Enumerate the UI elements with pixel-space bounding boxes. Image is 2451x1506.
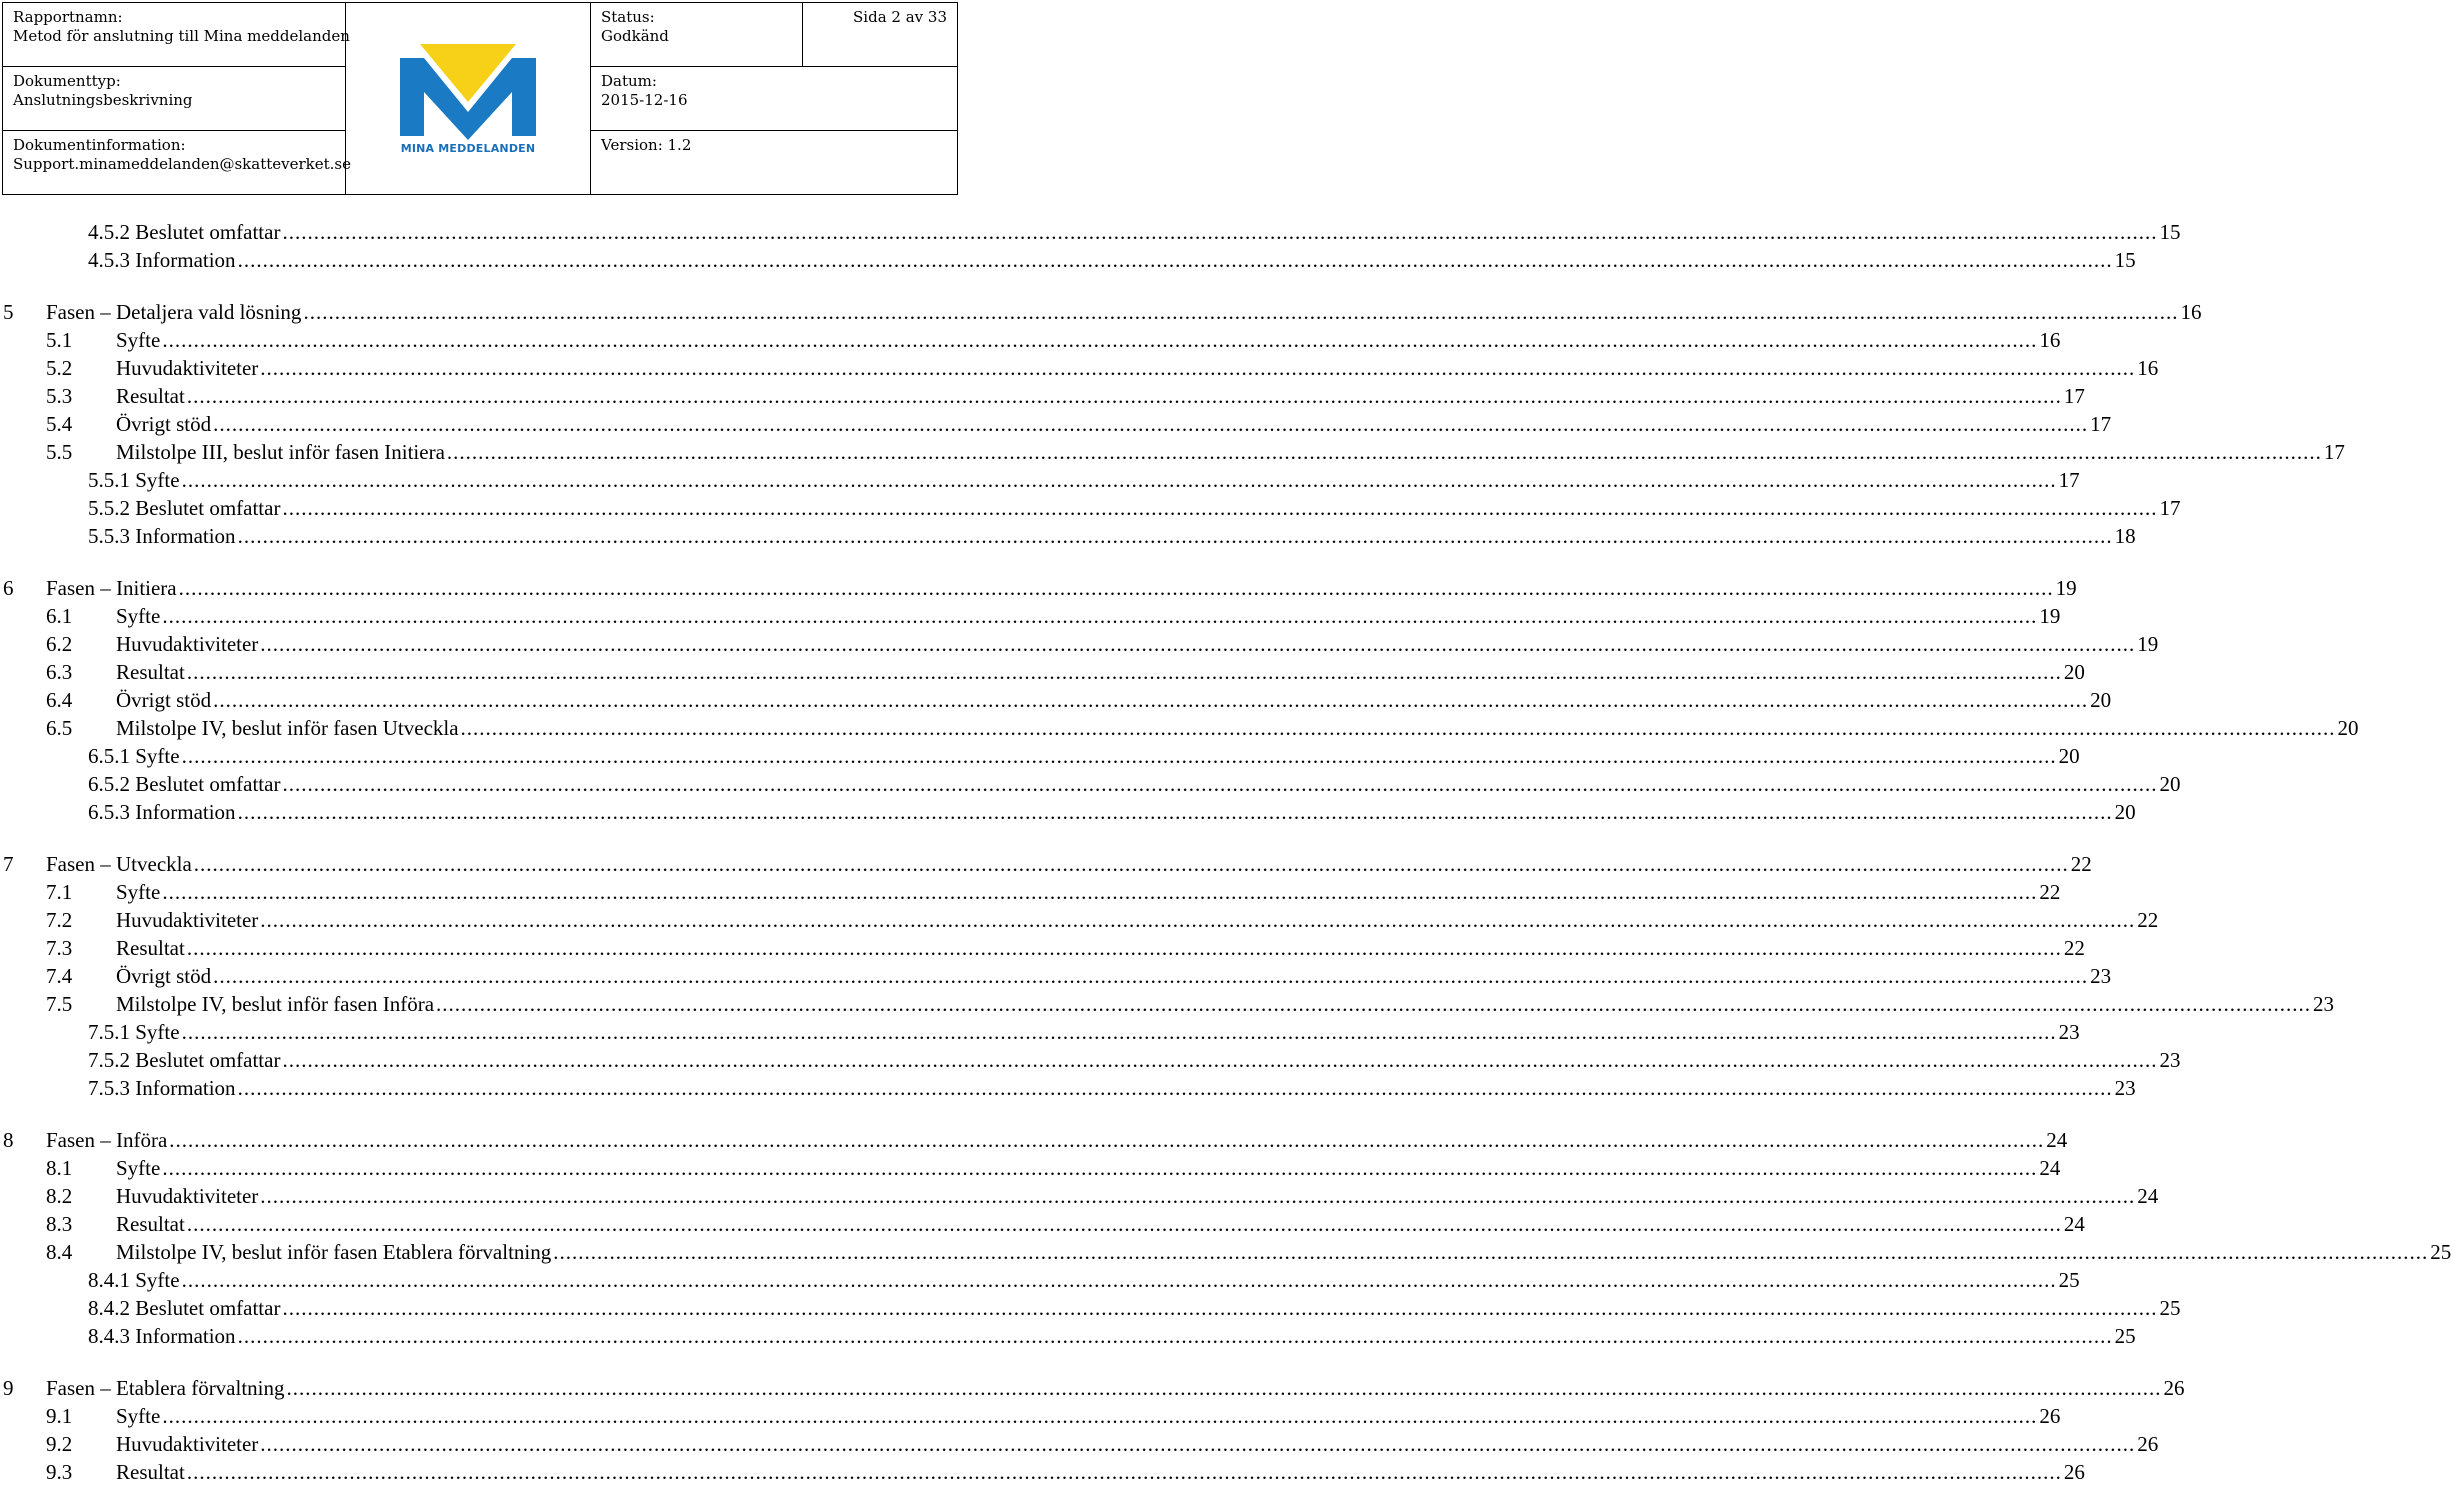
toc-entry-page: 25 (2058, 1268, 2080, 1292)
toc-entry[interactable] (0, 878, 2061, 906)
toc-entry-page: 17 (2323, 440, 2345, 464)
toc-dot-leader: ............................................................................................................................................................................................................................................................................................................ (213, 964, 2089, 988)
toc-entry-text: Fasen – Etablera förvaltning (46, 1376, 285, 1400)
toc-entry-title (88, 1294, 280, 1322)
toc-entry-text: Syfte (116, 1156, 161, 1180)
toc-dot-leader: ............................................................................................................................................................................................................................................................................................................ (553, 1240, 2429, 1264)
toc-entry-number: 8.4 (46, 1240, 73, 1264)
toc-entry-number: 7.5.2 (88, 1048, 130, 1072)
toc-entry-text: Resultat (116, 1460, 185, 1484)
toc-entry-text: Syfte (135, 468, 180, 492)
toc-entry-number: 4.5.2 (88, 220, 130, 244)
toc-entry-page: 23 (2114, 1076, 2136, 1100)
toc-entry[interactable] (0, 574, 2077, 602)
toc-entry-number: 6.4 (46, 688, 73, 712)
report-name-label: Rapportnamn: (13, 8, 123, 26)
toc-dot-leader: ............................................................................................................................................................................................................................................................................................................ (446, 440, 2322, 464)
toc-entry-text: Syfte (116, 328, 161, 352)
toc-entry[interactable] (0, 1266, 2080, 1294)
toc-entry-text: Information (135, 524, 236, 548)
toc-entry-number: 7.3 (46, 936, 73, 960)
toc-dot-leader: ............................................................................................................................................................................................................................................................................................................ (162, 1404, 2038, 1428)
toc-entry[interactable] (0, 798, 2136, 826)
toc-entry[interactable] (0, 410, 2112, 438)
toc-entry-number: 6.5.3 (88, 800, 130, 824)
toc-entry-number: 6.5 (46, 716, 73, 740)
toc-entry[interactable] (0, 326, 2061, 354)
toc-dot-leader: ............................................................................................................................................................................................................................................................................................................ (181, 1268, 2057, 1292)
toc-entry-title (88, 742, 180, 770)
toc-entry-number: 7.4 (46, 964, 73, 988)
toc-entry[interactable] (0, 1430, 2159, 1458)
toc-entry-text: Fasen – Utveckla (46, 852, 192, 876)
toc-entry-page: 17 (2090, 412, 2112, 436)
toc-entry-title (88, 466, 180, 494)
toc-entry-title (88, 218, 280, 246)
toc-dot-leader: ............................................................................................................................................................................................................................................................................................................ (178, 576, 2054, 600)
toc-entry-text: Information (135, 1076, 236, 1100)
date-value: 2015-12-16 (601, 91, 688, 109)
status-value: Godkänd (601, 27, 669, 45)
toc-entry-number: 5.5.1 (88, 468, 130, 492)
toc-entry-number: 7.5 (46, 992, 73, 1016)
toc-entry-page: 23 (2090, 964, 2112, 988)
toc-dot-leader: ............................................................................................................................................................................................................................................................................................................ (237, 1076, 2113, 1100)
toc-entry-number: 5.5.3 (88, 524, 130, 548)
toc-dot-leader: ............................................................................................................................................................................................................................................................................................................ (260, 356, 2136, 380)
toc-entry-number: 9.2 (46, 1432, 73, 1456)
toc-dot-leader: ............................................................................................................................................................................................................................................................................................................ (282, 772, 2158, 796)
toc-entry-page: 20 (2063, 660, 2085, 684)
toc-dot-leader: ............................................................................................................................................................................................................................................................................................................ (162, 328, 2038, 352)
toc-entry-text: Huvudaktiviteter (116, 1432, 259, 1456)
toc-entry-text: Milstolpe III, beslut inför fasen Initiera (116, 440, 445, 464)
toc-entry-number: 8.4.2 (88, 1296, 130, 1320)
toc-entry-number: 8 (3, 1128, 14, 1152)
date-label: Datum: (601, 72, 657, 90)
toc-entry-page: 23 (2159, 1048, 2181, 1072)
toc-entry-page: 22 (2063, 936, 2085, 960)
toc-entry[interactable] (0, 658, 2085, 686)
toc-entry-text: Syfte (116, 1404, 161, 1428)
toc-entry-page: 15 (2114, 248, 2136, 272)
toc-dot-leader: ............................................................................................................................................................................................................................................................................................................ (282, 1296, 2158, 1320)
toc-entry[interactable] (0, 714, 2359, 742)
toc-entry-text: Information (135, 248, 236, 272)
toc-entry-text: Resultat (116, 384, 185, 408)
toc-entry[interactable] (0, 934, 2085, 962)
toc-entry-page: 15 (2159, 220, 2181, 244)
toc-entry-page: 20 (2058, 744, 2080, 768)
toc-entry-page: 24 (2137, 1184, 2159, 1208)
toc-entry-number: 9.1 (46, 1404, 73, 1428)
toc-entry-text: Resultat (116, 1212, 185, 1236)
toc-entry-text: Beslutet omfattar (135, 1048, 281, 1072)
doctype-value: Anslutningsbeskrivning (13, 91, 193, 109)
toc-entry[interactable] (0, 1126, 2068, 1154)
toc-entry-number: 9 (3, 1376, 14, 1400)
toc-dot-leader: ............................................................................................................................................................................................................................................................................................................ (213, 688, 2089, 712)
toc-entry[interactable] (0, 438, 2345, 466)
toc-entry-title (88, 494, 280, 522)
toc-dot-leader: ............................................................................................................................................................................................................................................................................................................ (193, 852, 2069, 876)
toc-entry-title (88, 1322, 236, 1350)
toc-entry-page: 20 (2090, 688, 2112, 712)
toc-entry[interactable] (0, 1322, 2136, 1350)
toc-entry-page: 17 (2063, 384, 2085, 408)
toc-entry-page: 26 (2039, 1404, 2061, 1428)
toc-entry-page: 19 (2039, 604, 2061, 628)
toc-entry-number: 5.4 (46, 412, 73, 436)
toc-entry-text: Information (135, 800, 236, 824)
toc-dot-leader: ............................................................................................................................................................................................................................................................................................................ (237, 800, 2113, 824)
toc-entry[interactable] (0, 298, 2202, 326)
toc-entry-text: Beslutet omfattar (135, 1296, 281, 1320)
toc-entry[interactable] (0, 1046, 2181, 1074)
toc-dot-leader: ............................................................................................................................................................................................................................................................................................................ (213, 412, 2089, 436)
toc-entry[interactable] (0, 1018, 2080, 1046)
toc-dot-leader: ............................................................................................................................................................................................................................................................................................................ (181, 1020, 2057, 1044)
toc-entry-page: 17 (2159, 496, 2181, 520)
toc-entry[interactable] (0, 1074, 2136, 1102)
toc-dot-leader: ............................................................................................................................................................................................................................................................................................................ (260, 908, 2136, 932)
toc-entry[interactable] (0, 1458, 2085, 1486)
toc-dot-leader: ............................................................................................................................................................................................................................................................................................................ (237, 1324, 2113, 1348)
toc-entry-page: 24 (2039, 1156, 2061, 1180)
toc-entry[interactable] (0, 382, 2085, 410)
toc-entry[interactable] (0, 1294, 2181, 1322)
toc-entry[interactable] (0, 218, 2181, 246)
toc-entry[interactable] (0, 742, 2080, 770)
toc-dot-leader: ............................................................................................................................................................................................................................................................................................................ (162, 604, 2038, 628)
toc-dot-leader: ............................................................................................................................................................................................................................................................................................................ (237, 248, 2113, 272)
status-label: Status: (601, 8, 655, 26)
toc-entry[interactable] (0, 1210, 2085, 1238)
toc-dot-leader: ............................................................................................................................................................................................................................................................................................................ (436, 992, 2312, 1016)
toc-entry-text: Huvudaktiviteter (116, 632, 259, 656)
toc-dot-leader: ............................................................................................................................................................................................................................................................................................................ (282, 1048, 2158, 1072)
toc-entry-page: 19 (2137, 632, 2159, 656)
docinfo-label: Dokumentinformation: (13, 136, 186, 154)
toc-entry-number: 5.1 (46, 328, 73, 352)
toc-entry-text: Övrigt stöd (116, 964, 212, 988)
toc-entry[interactable] (0, 522, 2136, 550)
toc-entry-page: 26 (2163, 1376, 2185, 1400)
toc-entry-page: 16 (2180, 300, 2202, 324)
toc-entry-text: Resultat (116, 660, 185, 684)
toc-entry-title (88, 770, 280, 798)
doctype-label: Dokumenttyp: (13, 72, 121, 90)
toc-entry-text: Resultat (116, 936, 185, 960)
toc-entry-page: 23 (2058, 1020, 2080, 1044)
toc-entry-page: 22 (2039, 880, 2061, 904)
toc-entry-text: Fasen – Införa (46, 1128, 168, 1152)
toc-entry-number: 7.2 (46, 908, 73, 932)
toc-entry[interactable] (0, 466, 2080, 494)
toc-entry-title (88, 522, 236, 550)
toc-dot-leader: ............................................................................................................................................................................................................................................................................................................ (162, 1156, 2038, 1180)
toc-entry-page: 20 (2159, 772, 2181, 796)
toc-entry-page: 26 (2137, 1432, 2159, 1456)
toc-entry-text: Huvudaktiviteter (116, 356, 259, 380)
toc-dot-leader: ............................................................................................................................................................................................................................................................................................................ (286, 1376, 2162, 1400)
toc-entry-page: 16 (2137, 356, 2159, 380)
toc-entry[interactable] (0, 1182, 2159, 1210)
toc-dot-leader: ............................................................................................................................................................................................................................................................................................................ (169, 1128, 2045, 1152)
toc-entry-text: Syfte (135, 1268, 180, 1292)
toc-entry-number: 4.5.3 (88, 248, 130, 272)
toc-entry-page: 25 (2430, 1240, 2451, 1264)
toc-dot-leader: ............................................................................................................................................................................................................................................................................................................ (181, 468, 2057, 492)
toc-entry-text: Fasen – Detaljera vald lösning (46, 300, 302, 324)
toc-entry-number: 8.2 (46, 1184, 73, 1208)
toc-entry-text: Fasen – Initiera (46, 576, 177, 600)
toc-entry-page: 18 (2114, 524, 2136, 548)
toc-entry-number: 9.3 (46, 1460, 73, 1484)
toc-entry[interactable] (0, 850, 2092, 878)
toc-entry-text: Övrigt stöd (116, 688, 212, 712)
toc-entry-page: 19 (2055, 576, 2077, 600)
toc-entry-title (88, 1266, 180, 1294)
toc-entry-text: Syfte (135, 1020, 180, 1044)
toc-entry-title (88, 1018, 180, 1046)
toc-entry-number: 6.3 (46, 660, 73, 684)
toc-entry-number: 6 (3, 576, 14, 600)
toc-entry-text: Beslutet omfattar (135, 772, 281, 796)
toc-entry-text: Huvudaktiviteter (116, 908, 259, 932)
toc-dot-leader: ............................................................................................................................................................................................................................................................................................................ (282, 220, 2158, 244)
toc-entry-page: 22 (2070, 852, 2092, 876)
toc-entry-number: 8.3 (46, 1212, 73, 1236)
toc-entry-number: 5.2 (46, 356, 73, 380)
toc-dot-leader: ............................................................................................................................................................................................................................................................................................................ (162, 880, 2038, 904)
toc-entry[interactable] (0, 494, 2181, 522)
toc-entry-page: 20 (2337, 716, 2359, 740)
toc-entry[interactable] (0, 1374, 2185, 1402)
toc-dot-leader: ............................................................................................................................................................................................................................................................................................................ (282, 496, 2158, 520)
toc-entry-title (88, 246, 236, 274)
toc-entry[interactable] (0, 962, 2112, 990)
toc-entry[interactable] (0, 1238, 2451, 1266)
toc-entry-number: 5.5.2 (88, 496, 130, 520)
toc-entry[interactable] (0, 1402, 2061, 1430)
toc-entry-page: 22 (2137, 908, 2159, 932)
toc-entry-title (88, 798, 236, 826)
toc-entry-text: Syfte (135, 744, 180, 768)
toc-entry-number: 7.5.3 (88, 1076, 130, 1100)
toc-entry-title (88, 1074, 236, 1102)
toc-dot-leader: ............................................................................................................................................................................................................................................................................................................ (186, 660, 2062, 684)
toc-entry[interactable] (0, 1154, 2061, 1182)
docinfo-value: Support.minameddelanden@skatteverket.se (13, 155, 352, 173)
toc-entry-page: 16 (2039, 328, 2061, 352)
toc-entry-title (88, 1046, 280, 1074)
page-info: Sida 2 av 33 (853, 8, 947, 26)
toc-entry-text: Syfte (116, 880, 161, 904)
toc-dot-leader: ............................................................................................................................................................................................................................................................................................................ (181, 744, 2057, 768)
toc-entry[interactable] (0, 602, 2061, 630)
toc-entry[interactable] (0, 630, 2159, 658)
toc-entry-number: 6.5.2 (88, 772, 130, 796)
toc-entry-number: 7.1 (46, 880, 73, 904)
toc-entry[interactable] (0, 354, 2159, 382)
toc-entry-number: 6.1 (46, 604, 73, 628)
toc-entry-page: 23 (2313, 992, 2335, 1016)
toc-entry-text: Beslutet omfattar (135, 496, 281, 520)
toc-entry-page: 26 (2063, 1460, 2085, 1484)
toc-dot-leader: ............................................................................................................................................................................................................................................................................................................ (186, 1212, 2062, 1236)
toc-dot-leader: ............................................................................................................................................................................................................................................................................................................ (303, 300, 2179, 324)
toc-entry-number: 8.4.1 (88, 1268, 130, 1292)
toc-entry-number: 8.1 (46, 1156, 73, 1180)
toc-entry-text: Information (135, 1324, 236, 1348)
toc-entry-text: Milstolpe IV, beslut inför fasen Utveckla (116, 716, 459, 740)
toc-entry-page: 25 (2114, 1324, 2136, 1348)
toc-entry-page: 25 (2159, 1296, 2181, 1320)
toc-dot-leader: ............................................................................................................................................................................................................................................................................................................ (460, 716, 2336, 740)
toc-entry-text: Huvudaktiviteter (116, 1184, 259, 1208)
toc-entry-number: 8.4.3 (88, 1324, 130, 1348)
toc-entry-page: 17 (2058, 468, 2080, 492)
logo-text: MINA MEDDELANDEN (400, 141, 536, 155)
toc-entry-page: 24 (2046, 1128, 2068, 1152)
toc-dot-leader: ............................................................................................................................................................................................................................................................................................................ (237, 524, 2113, 548)
toc-entry[interactable] (0, 686, 2112, 714)
toc-dot-leader: ............................................................................................................................................................................................................................................................................................................ (260, 1184, 2136, 1208)
toc-entry-page: 24 (2063, 1212, 2085, 1236)
toc-dot-leader: ............................................................................................................................................................................................................................................................................................................ (260, 1432, 2136, 1456)
version-label: Version: 1.2 (601, 136, 692, 154)
toc-entry-number: 5.5 (46, 440, 73, 464)
toc-entry-text: Syfte (116, 604, 161, 628)
toc-entry-page: 20 (2114, 800, 2136, 824)
toc-dot-leader: ............................................................................................................................................................................................................................................................................................................ (186, 1460, 2062, 1484)
toc-entry-text: Beslutet omfattar (135, 220, 281, 244)
toc-entry[interactable] (0, 246, 2136, 274)
report-name-value: Metod för anslutning till Mina meddelanden (13, 27, 350, 45)
toc-entry[interactable] (0, 990, 2335, 1018)
toc-entry-number: 6.2 (46, 632, 73, 656)
toc-entry-number: 6.5.1 (88, 744, 130, 768)
toc-dot-leader: ............................................................................................................................................................................................................................................................................................................ (186, 384, 2062, 408)
toc-dot-leader: ............................................................................................................................................................................................................................................................................................................ (186, 936, 2062, 960)
toc-entry-text: Milstolpe IV, beslut inför fasen Etablera förvaltning (116, 1240, 552, 1264)
toc-entry-text: Milstolpe IV, beslut inför fasen Införa (116, 992, 435, 1016)
toc-dot-leader: ............................................................................................................................................................................................................................................................................................................ (260, 632, 2136, 656)
toc-entry[interactable] (0, 770, 2181, 798)
toc-entry-number: 5 (3, 300, 14, 324)
toc-entry-number: 5.3 (46, 384, 73, 408)
toc-entry[interactable] (0, 906, 2159, 934)
toc-entry-number: 7 (3, 852, 14, 876)
toc-entry-number: 7.5.1 (88, 1020, 130, 1044)
toc-entry-text: Övrigt stöd (116, 412, 212, 436)
